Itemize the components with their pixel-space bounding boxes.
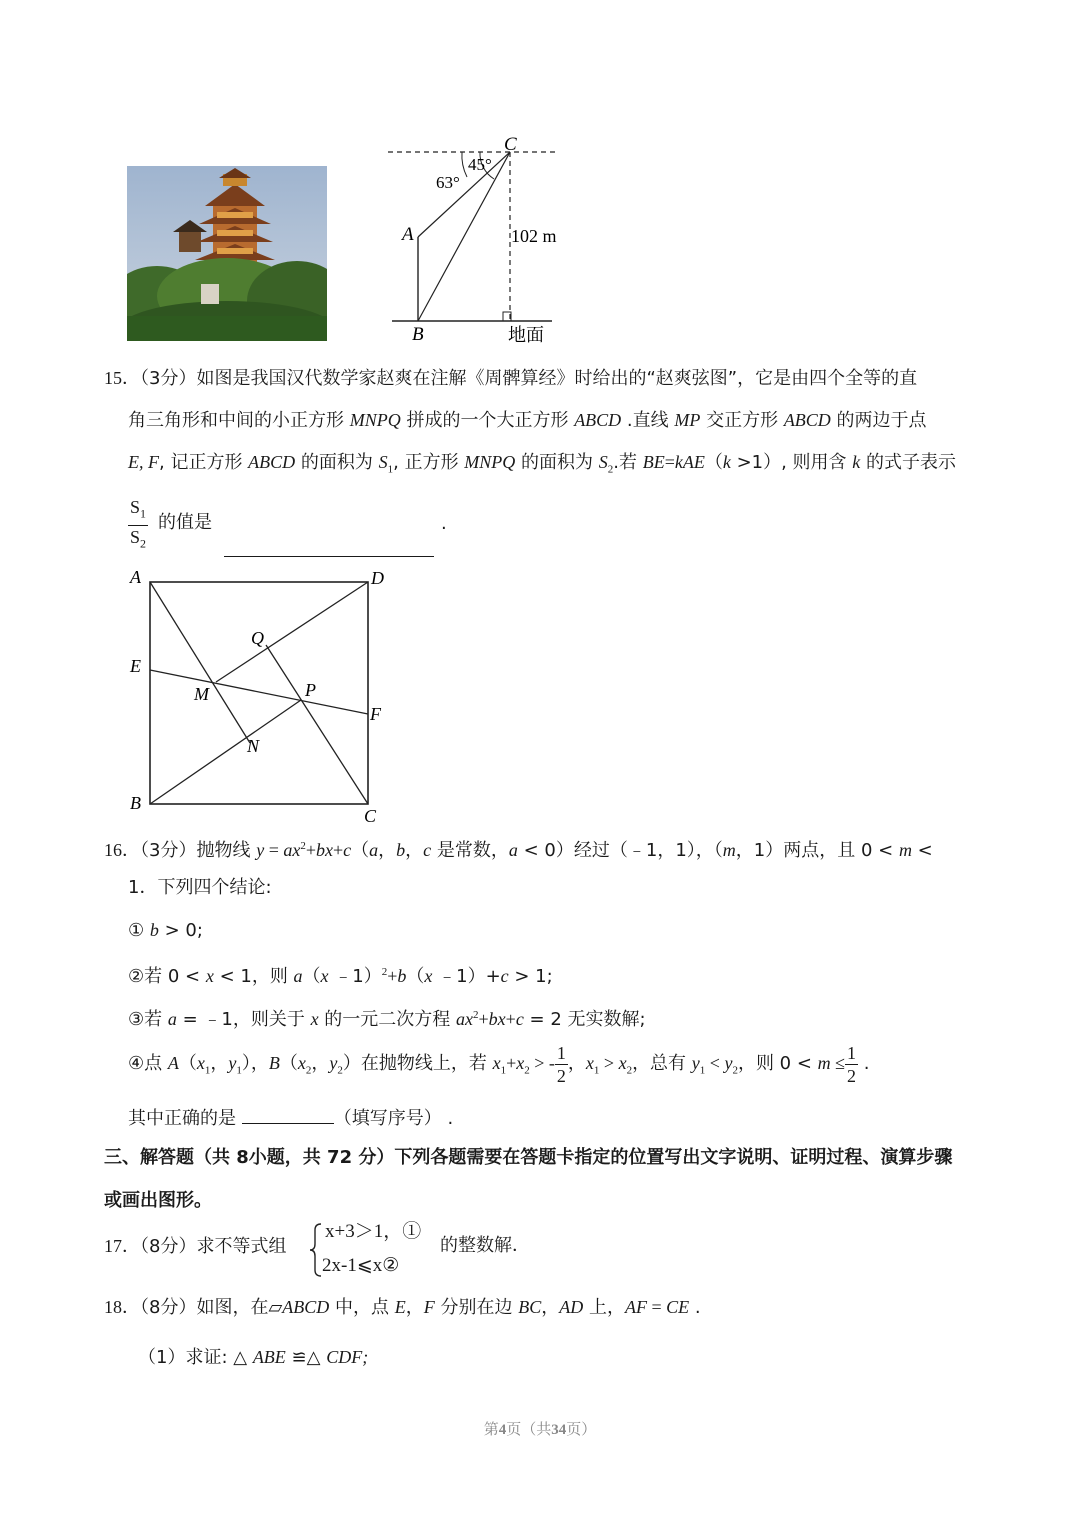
point-label-a: A [402,224,414,245]
q16-math: + [333,840,344,860]
q15-math: MNPQ [464,452,516,472]
q16-math: b [149,920,159,940]
q16-math: x [196,1053,205,1073]
q16-text: = ﹣1，则关于 [176,1009,311,1030]
q15-math: MP [674,410,701,430]
q16-math: y [724,1053,733,1073]
label-f: F [370,704,381,724]
q15-score: （3分） [140,368,197,389]
q16-answer-blank[interactable] [242,1103,334,1124]
q15-text: .若 [613,452,643,473]
q16-math: x [618,1053,627,1073]
q16-conclusion-3 [128,1003,646,1032]
q16-subscript: 2 [305,1064,312,1077]
segment-cq [266,645,368,804]
q15-text: >1）, 则用含 [730,452,853,473]
q16-text: < 0）经过（﹣1，1），（ [517,840,723,861]
q15-math: = [664,452,675,472]
q16-math: b [397,966,407,986]
label-e: E [130,656,141,676]
label-p: P [305,680,316,700]
angle-arc-63 [462,152,467,177]
q16-math: a [167,1009,177,1029]
q18-text: 中，点 [329,1297,395,1318]
q15-answer-blank[interactable] [224,532,434,557]
q16-text: ）， [241,1053,269,1074]
q18-text: 分别在边 [434,1297,519,1318]
q16-subscript: 1 [699,1064,706,1077]
q16-text: = 2 无实数解; [523,1009,646,1030]
q18-text: ≌△ [285,1347,327,1368]
q15-text: 的值是 [158,512,212,533]
q15-line3 [128,450,956,482]
q16-text: ②若 0 < [128,966,206,987]
frac-den-sub: 2 [140,536,147,551]
q16-text: < [911,840,933,861]
q16-text: ，则 0 < [737,1053,818,1074]
segment-bc [418,152,510,321]
q15-subscript: 1 [387,463,394,476]
section3-heading-line2 [104,1189,212,1213]
q16-conclusion-2 [128,960,553,989]
q16-line1 [104,834,933,863]
q15-math: k [852,452,861,472]
q16-text: > 0; [158,920,203,941]
q16-math: y [329,1053,338,1073]
q16-conclusion-4 [128,1040,870,1094]
frac-numerator [128,496,148,526]
q15-line1 [104,366,917,391]
frac-denominator: 2 [847,1065,857,1086]
page-footer [0,1418,1080,1439]
q16-text: ， [567,1053,586,1074]
label-b: B [130,793,141,813]
angle-label-63: 63° [436,173,460,192]
q16-text: . [858,1053,870,1074]
q16-text: 抛物线 [196,840,257,861]
q16-superscript: 2 [381,966,388,978]
q18-math: CDF [326,1347,363,1367]
q16-math: + [506,1053,517,1073]
q18-line [104,1295,701,1320]
footer-text: 页） [566,1422,597,1438]
angle-label-45: 45° [468,155,492,174]
q16-math: = [264,840,284,860]
q15-text: 的式子表示 [860,452,956,473]
q16-math: c [423,840,432,860]
label-q: Q [251,628,264,648]
q16-text: ， [210,1053,229,1074]
q16-text: （ [302,966,321,987]
ground-label: 地面 [508,325,544,345]
section3-text: 或画出图形。 [104,1190,212,1211]
q17-line [104,1234,286,1259]
q15-text: 角三角形和中间的小正方形 [128,410,350,431]
q16-text: ， [311,1053,330,1074]
q16-subscript: 1 [500,1064,507,1077]
q18-text: 上， [583,1297,625,1318]
q18-text: . [689,1297,701,1318]
segment-an [150,582,250,743]
section3-heading-line1 [104,1146,952,1170]
q17-text: 的整数解． [440,1235,530,1256]
segment-dm [216,582,368,682]
q16-line2 [128,876,272,900]
q16-subscript: 2 [626,1064,633,1077]
segment-ac [418,152,510,237]
q16-math: x [297,1053,306,1073]
q15-math: k [722,452,731,472]
q15-math: ABCD [574,410,622,430]
q18-number: 18． [104,1297,140,1317]
segment-bp [150,700,301,804]
q15-text: , 正方形 [393,452,465,473]
q16-text: 1．下列四个结论: [128,877,272,898]
q16-text: > 1; [508,966,553,987]
q16-math: b [396,840,406,860]
q15-text-1: 如图是我国汉代数学家赵爽在注解《周髀算经》时给出的“赵爽弦图”，它是由四个全等的直 [196,368,918,389]
q15-text: 的面积为 [295,452,379,473]
q16-math: m [722,840,736,860]
q15-frac-s1-s2 [128,496,148,554]
square-abcd [150,582,368,804]
frac-denominator: 2 [556,1065,566,1086]
q16-superscript: 2 [473,1009,479,1021]
q18-math: ABE [252,1347,286,1367]
q16-subscript: 2 [337,1064,343,1077]
q16-math: m [898,840,912,860]
q16-answer-suffix: （填写序号） . [333,1108,454,1129]
q16-math: a [293,966,303,986]
q18-text: （1）求证: △ [138,1347,253,1368]
point-label-c: C [504,134,517,155]
zhao-shuang-diagram [120,562,400,827]
q16-text: 的一元二次方程 [318,1009,457,1030]
label-n: N [247,736,260,756]
q16-subscript: 1 [593,1064,600,1077]
q17-ineq1: x+3＞1，① [325,1221,422,1242]
q15-text: 的两边于点 [830,410,927,431]
q16-text: 是常数， [431,840,509,861]
q16-frac-half-1 [555,1042,568,1087]
q15-text: , 记正方形 [159,452,249,473]
q16-math: > [599,1053,619,1073]
q18-text: ， [541,1297,560,1318]
q16-math: bx [488,1009,506,1029]
label-d: D [371,568,384,588]
q16-math: x [585,1053,594,1073]
q17-text: 求不等式组 [196,1236,287,1257]
q17-ineq2: 2x-1⩽x② [322,1255,400,1276]
q15-number: 15． [104,368,140,388]
q15-text: （ [704,452,723,473]
footer-text: 第 [483,1422,499,1438]
q18-math: AD [559,1297,584,1317]
q16-math: y [256,840,265,860]
q18-math: F [423,1297,435,1317]
tower-photo [127,166,327,341]
q15-text: 交正方形 [700,410,784,431]
q15-math: S [378,452,388,472]
q16-score: （3分） [140,840,197,861]
frac-num-letter: S [130,497,141,517]
frac-num-sub: 1 [140,506,147,521]
q16-text: ④点 [128,1053,168,1074]
q16-math: c [515,1009,524,1029]
q15-text: 拼成的一个大正方形 [400,410,575,431]
height-label: 102 m [511,226,557,246]
label-a: A [130,567,141,587]
q16-math: ax [456,1009,474,1029]
q18-math: BC [518,1297,542,1317]
q16-math: + [505,1009,516,1029]
q16-text: ， [378,840,397,861]
footer-total-pages: 34 [551,1422,567,1438]
q16-math: + [305,840,316,860]
q16-math: x [310,1009,319,1029]
q15-subscript: 2 [607,463,614,476]
q16-text: ① [128,920,150,941]
q15-line4-end [441,512,447,536]
q16-math: a [369,840,379,860]
q18-text: 如图，在 [196,1297,269,1318]
q16-subscript: 1 [236,1064,242,1077]
q18-math: E [394,1297,406,1317]
q16-math: x [492,1053,501,1073]
footer-page-number: 4 [498,1422,507,1438]
q18-math: CE [666,1297,690,1317]
frac-den-letter: S [130,526,141,547]
q16-math: c [343,840,352,860]
parallelogram-icon: ▱ [268,1297,283,1318]
q16-math: < [705,1053,725,1073]
q16-text: （ [351,840,370,861]
q15-period: . [441,513,447,534]
q17-score: （8分） [140,1236,197,1257]
frac-numerator: 1 [847,1042,857,1063]
q16-number: 16． [104,840,140,860]
q15-line4 [158,511,212,535]
label-m: M [194,684,209,704]
section3-text: 三、解答题（共 8小题，共 72 分）下列各题需要在答题卡指定的位置写出文字说明、证明过程、演算步骤 [104,1147,953,1168]
q17-brace-icon [309,1222,323,1278]
q16-math: ax [283,840,301,860]
q16-math: B [268,1053,280,1073]
q15-fraction [128,496,148,554]
q15-math: E, F [128,452,159,472]
frac-numerator: 1 [556,1042,566,1063]
q16-text: ， [405,840,424,861]
q18-sub1 [138,1345,368,1370]
q16-text: ﹣1）+ [432,966,501,987]
q16-math: y [691,1053,700,1073]
q17-number: 17． [104,1236,140,1256]
q18-score: （8分） [140,1297,197,1318]
q17-line-end [440,1234,530,1258]
q15-math: S [598,452,608,472]
q16-subscript: 1 [204,1064,211,1077]
q15-math: MNPQ [349,410,401,430]
q18-math: AF [624,1297,647,1317]
q15-text: 的面积为 [515,452,599,473]
q15-math: ABCD [783,410,831,430]
q16-math: x [516,1053,525,1073]
q16-text: ﹣1） [328,966,382,987]
q15-math: kAE [674,452,705,472]
q16-math: c [500,966,509,986]
q16-superscript: 2 [300,840,306,852]
q16-math: y [228,1053,237,1073]
tower-diagram [380,130,580,350]
q16-subscript: 2 [524,1064,530,1077]
q18-text: ， [405,1297,424,1318]
point-label-b: B [412,324,424,345]
q16-subscript: 2 [732,1064,738,1077]
q16-math: x [205,966,214,986]
frac-denominator [128,526,148,555]
q16-text: ，总有 [632,1053,692,1074]
q16-conclusion-1 [128,918,203,943]
q16-math: bx [316,840,333,860]
q17-inequality-1 [325,1220,421,1244]
q16-math: + [478,1009,489,1029]
q16-text: （ [178,1053,197,1074]
q16-math: ≤ [830,1053,846,1073]
q15-math: ABCD [248,452,296,472]
label-c: C [364,806,377,826]
q16-text: < 1，则 [213,966,294,987]
q18-math: = [646,1297,667,1317]
q16-text: （ [406,966,425,987]
q18-math: ABCD [282,1297,330,1317]
q16-answer-line [128,1103,453,1131]
q16-text: ）在抛物线上，若 [342,1053,493,1074]
q16-text: ③若 [128,1009,168,1030]
q18-math: ; [362,1347,369,1367]
footer-text: 页（共 [506,1422,552,1438]
q17-inequality-2 [322,1254,399,1278]
q16-math: x [424,966,433,986]
q16-text: （ [279,1053,298,1074]
q16-math: m [817,1053,831,1073]
q15-line2 [128,408,927,433]
q16-text: ，1）两点，且 0 < [735,840,899,861]
q16-math: x [320,966,329,986]
q16-frac-half-2 [845,1042,858,1087]
q16-math: > - [529,1053,555,1073]
line-ef [150,670,368,714]
q15-math: BE [642,452,665,472]
q16-math: A [167,1053,179,1073]
q16-answer-label: 其中正确的是 [128,1108,242,1129]
q16-math: a [508,840,518,860]
tower-photo-drawing [127,166,327,341]
q15-text: .直线 [621,410,675,431]
q16-math: + [387,966,398,986]
